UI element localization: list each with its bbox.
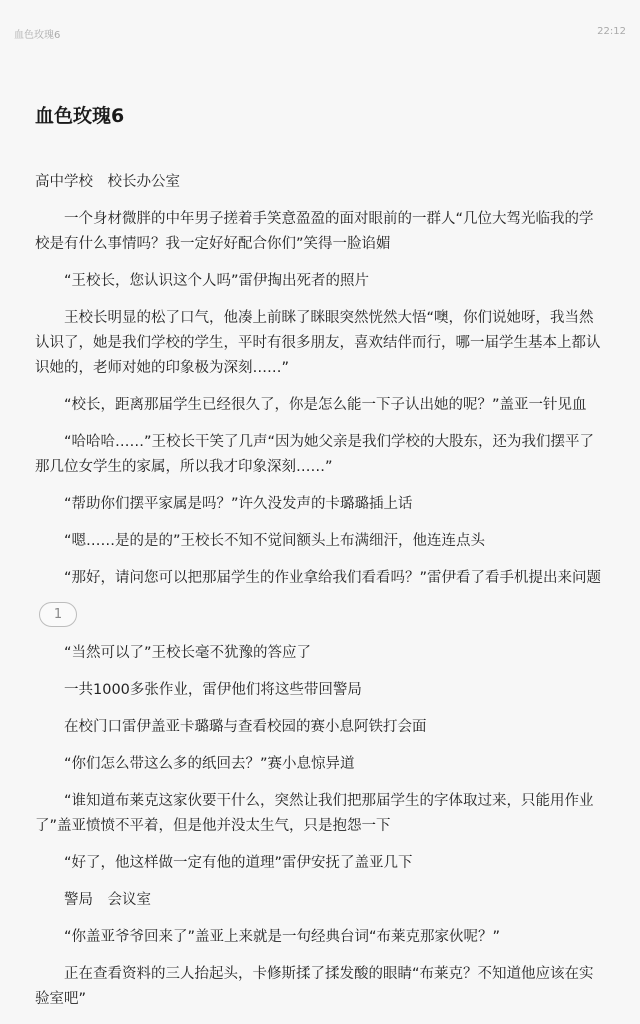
comment-row <box>35 603 605 641</box>
status-bar <box>0 0 640 60</box>
clock: 22:12 <box>597 26 626 37</box>
chapter-title: 血色玫瑰6 <box>35 105 125 127</box>
paragraph: 王校长明显的松了口气，他凑上前眯了眯眼突然恍然大悟“噢，你们说她呀，我当然认识了，她是我们学校的学生，平时有很多朋友，喜欢结伴而行，哪一届学生基本上都认识她的，老师对她的印象极为深刻……” <box>35 310 601 376</box>
paragraph: “哈哈哈……”王校长干笑了几声“因为她父亲是我们学校的大股东，还为我们摆平了那几位女学生的家属，所以我才印象深刻……” <box>35 434 595 475</box>
book-name: 血色玫瑰6 <box>14 30 61 41</box>
paragraph: “那好，请问您可以把那届学生的作业拿给我们看看吗？”雷伊看了看手机提出来问题 <box>64 570 602 586</box>
paragraph: 一共1000多张作业，雷伊他们将这些带回警局 <box>64 682 362 698</box>
paragraph: 在校门口雷伊盖亚卡璐璐与查看校园的赛小息阿铁打会面 <box>64 719 427 735</box>
paragraph: 一个身材微胖的中年男子搓着手笑意盈盈的面对眼前的一群人“几位大驾光临我的学校是有什么事情吗？我一定好好配合你们”笑得一脸谄媚 <box>35 211 594 252</box>
paragraph: “你们怎么带这么多的纸回去？”赛小息惊异道 <box>64 756 355 772</box>
paragraph: “校长，距离那届学生已经很久了，你是怎么能一下子认出她的呢？”盖亚一针见血 <box>64 397 587 413</box>
chapter-content <box>35 170 605 1024</box>
paragraph: “王校长，您认识这个人吗”雷伊掏出死者的照片 <box>64 273 370 289</box>
paragraph: “嗯……是的是的”王校长不知不觉间额头上布满细汗，他连连点头 <box>64 533 486 549</box>
paragraph: 高中学校 校长办公室 <box>35 174 180 190</box>
paragraph: “你盖亚爷爷回来了”盖亚上来就是一句经典台词“布莱克那家伙呢？” <box>64 929 501 945</box>
paragraph: “好了，他这样做一定有他的道理”雷伊安抚了盖亚几下 <box>64 855 413 871</box>
paragraph: “当然可以了”王校长毫不犹豫的答应了 <box>64 645 312 661</box>
paragraph: “帮助你们摆平家属是吗？”许久没发声的卡璐璐插上话 <box>64 496 413 512</box>
paragraph: 正在查看资料的三人抬起头，卡修斯揉了揉发酸的眼睛“布莱克？不知道他应该在实验室吧” <box>35 966 594 1007</box>
paragraph: 警局 会议室 <box>64 892 151 908</box>
paragraph-comment-button[interactable]: 1 <box>39 602 77 627</box>
paragraph: “谁知道布莱克这家伙要干什么，突然让我们把那届学生的字体取过来，只能用作业了”盖亚愤愤不平着，但是他并没太生气，只是抱怨一下 <box>35 793 594 834</box>
